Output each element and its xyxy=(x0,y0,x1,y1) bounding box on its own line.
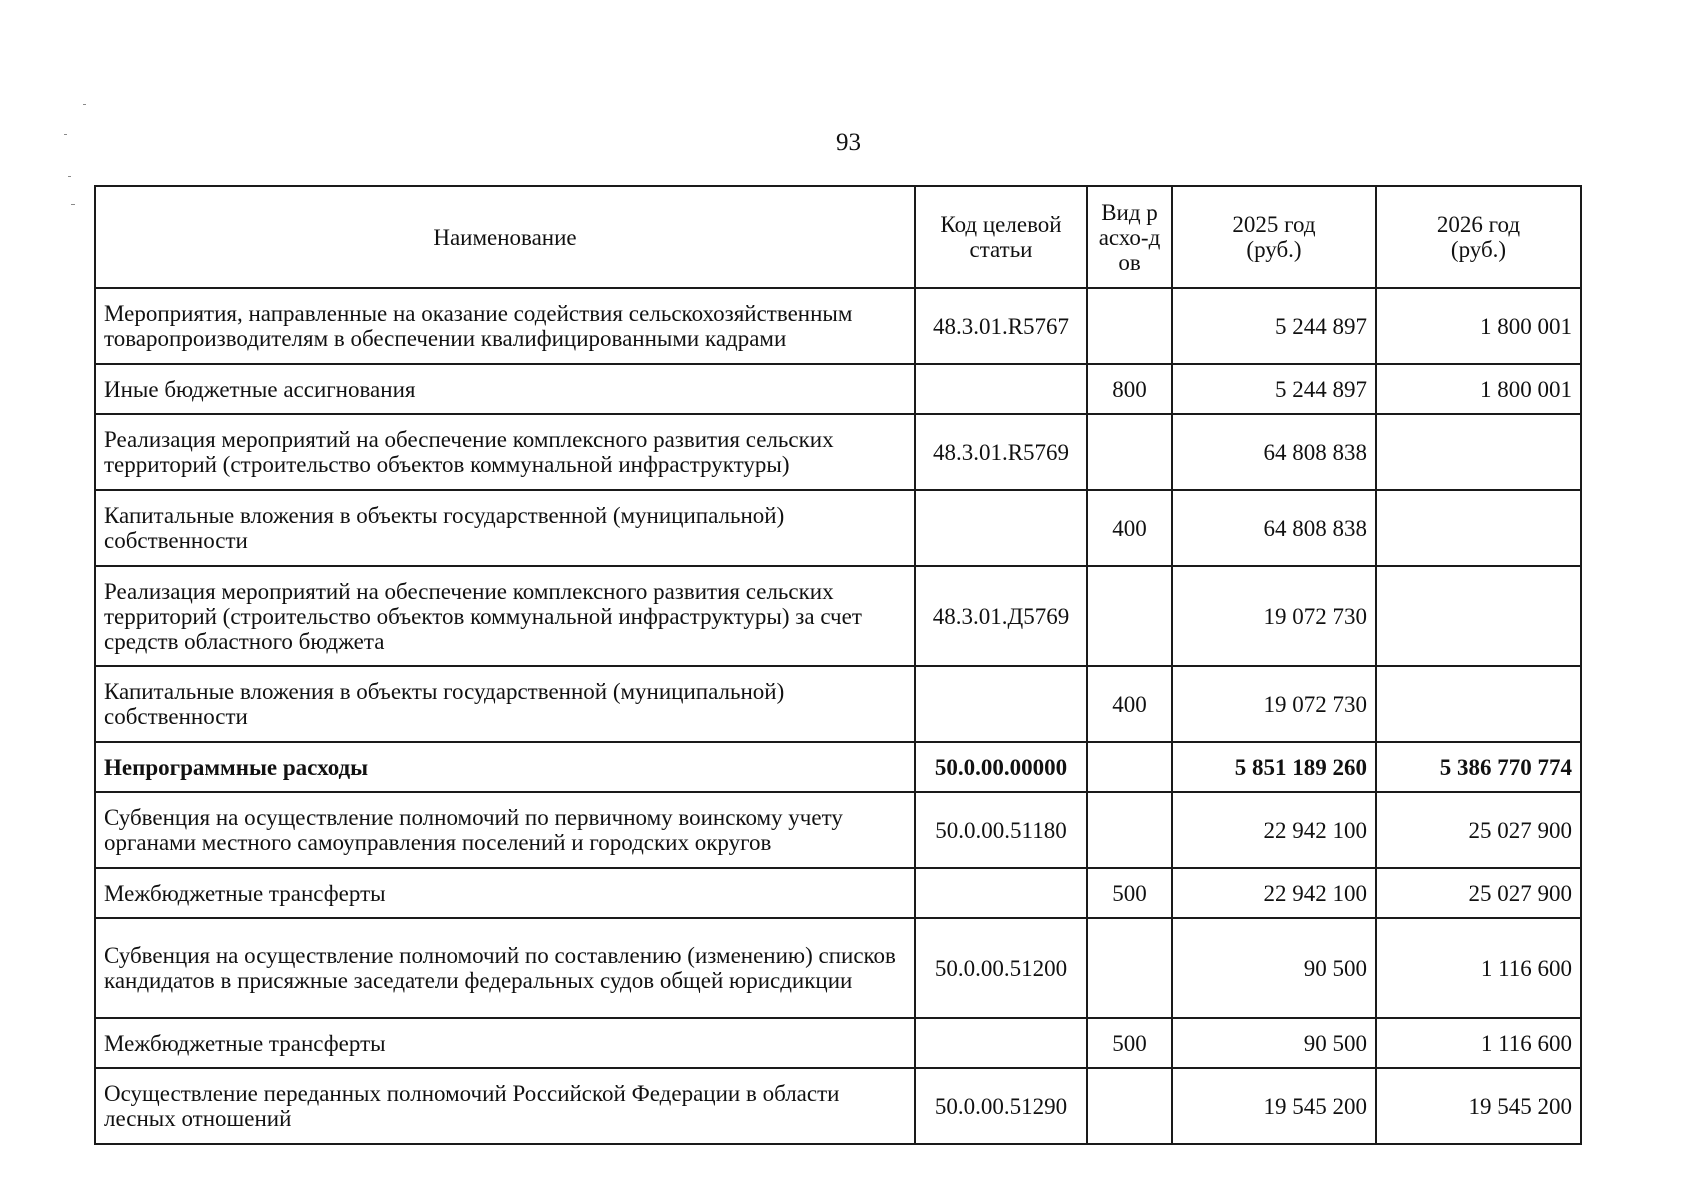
row-2025: 19 545 200 xyxy=(1172,1068,1376,1144)
row-code xyxy=(915,1018,1087,1068)
row-2025: 22 942 100 xyxy=(1172,868,1376,918)
table-row xyxy=(95,918,1581,1018)
table-row xyxy=(95,414,1581,490)
row-name: Иные бюджетные ассигнования xyxy=(95,364,915,414)
row-vid xyxy=(1087,288,1172,364)
row-2026 xyxy=(1376,566,1581,666)
table-row xyxy=(95,566,1581,666)
table-header-row xyxy=(95,186,1581,288)
row-vid xyxy=(1087,792,1172,868)
scan-mark xyxy=(71,204,75,205)
header-vid xyxy=(1087,186,1172,288)
table-row xyxy=(95,364,1581,414)
row-2026: 25 027 900 xyxy=(1376,868,1581,918)
row-code: 50.0.00.00000 xyxy=(915,742,1087,792)
header-2026-label: 2026 год (руб.) xyxy=(1436,212,1521,262)
header-code xyxy=(915,186,1087,288)
row-vid xyxy=(1087,1068,1172,1144)
row-2026: 1 800 001 xyxy=(1376,288,1581,364)
table-row xyxy=(95,1018,1581,1068)
row-2025: 19 072 730 xyxy=(1172,666,1376,742)
table-row xyxy=(95,288,1581,364)
row-2026: 1 800 001 xyxy=(1376,364,1581,414)
row-vid: 500 xyxy=(1087,1018,1172,1068)
row-vid: 400 xyxy=(1087,666,1172,742)
row-2026: 1 116 600 xyxy=(1376,918,1581,1018)
row-code: 50.0.00.51200 xyxy=(915,918,1087,1018)
header-2025 xyxy=(1172,186,1376,288)
row-name: Реализация мероприятий на обеспечение комплексного развития сельских территорий (строительство объектов коммунальной инфраструктуры) за счет средств областного бюджета xyxy=(95,566,915,666)
table-row xyxy=(95,666,1581,742)
row-name: Капитальные вложения в объекты государственной (муниципальной) собственности xyxy=(95,666,915,742)
row-2026 xyxy=(1376,490,1581,566)
table-row xyxy=(95,1068,1581,1144)
row-2026: 5 386 770 774 xyxy=(1376,742,1581,792)
row-2025: 90 500 xyxy=(1172,1018,1376,1068)
row-code: 50.0.00.51180 xyxy=(915,792,1087,868)
row-code: 48.3.01.Д5769 xyxy=(915,566,1087,666)
header-vid-label: Вид расхо-дов xyxy=(1098,199,1161,275)
header-name: Наименование xyxy=(95,186,915,288)
row-2025: 90 500 xyxy=(1172,918,1376,1018)
row-code xyxy=(915,868,1087,918)
row-name: Капитальные вложения в объекты государственной (муниципальной) собственности xyxy=(95,490,915,566)
row-vid: 500 xyxy=(1087,868,1172,918)
row-2026 xyxy=(1376,414,1581,490)
table-row xyxy=(95,490,1581,566)
row-name: Межбюджетные трансферты xyxy=(95,868,915,918)
row-2025: 64 808 838 xyxy=(1172,490,1376,566)
table-row xyxy=(95,792,1581,868)
header-code-label: Код целевой статьи xyxy=(940,212,1062,262)
row-name: Межбюджетные трансферты xyxy=(95,1018,915,1068)
row-name: Реализация мероприятий на обеспечение комплексного развития сельских территорий (строительство объектов коммунальной инфраструктуры) xyxy=(95,414,915,490)
row-2026: 19 545 200 xyxy=(1376,1068,1581,1144)
row-vid xyxy=(1087,566,1172,666)
row-vid xyxy=(1087,918,1172,1018)
header-2025-label: 2025 год (руб.) xyxy=(1232,212,1316,262)
row-vid xyxy=(1087,742,1172,792)
row-vid xyxy=(1087,414,1172,490)
row-2026: 1 116 600 xyxy=(1376,1018,1581,1068)
row-2025: 5 244 897 xyxy=(1172,364,1376,414)
row-2025: 5 244 897 xyxy=(1172,288,1376,364)
row-2026 xyxy=(1376,666,1581,742)
page-number: 93 xyxy=(836,129,861,156)
header-2026 xyxy=(1376,186,1581,288)
row-2025: 5 851 189 260 xyxy=(1172,742,1376,792)
row-name: Осуществление переданных полномочий Российской Федерации в области лесных отношений xyxy=(95,1068,915,1144)
row-name: Мероприятия, направленные на оказание содействия сельскохозяйственным товаропроизводителям в обеспечении квалифицированными кадрами xyxy=(95,288,915,364)
row-2025: 64 808 838 xyxy=(1172,414,1376,490)
row-code xyxy=(915,364,1087,414)
row-2026: 25 027 900 xyxy=(1376,792,1581,868)
row-name: Непрограммные расходы xyxy=(95,742,915,792)
row-name: Субвенция на осуществление полномочий по составлению (изменению) списков кандидатов в присяжные заседатели федеральных судов общей юрисдикции xyxy=(95,918,915,1018)
table-row xyxy=(95,742,1581,792)
row-code: 48.3.01.R5769 xyxy=(915,414,1087,490)
scan-mark xyxy=(68,176,71,177)
row-code: 48.3.01.R5767 xyxy=(915,288,1087,364)
row-name: Субвенция на осуществление полномочий по первичному воинскому учету органами местного самоуправления поселений и городских округов xyxy=(95,792,915,868)
row-code xyxy=(915,490,1087,566)
row-vid: 400 xyxy=(1087,490,1172,566)
table-row xyxy=(95,868,1581,918)
row-code xyxy=(915,666,1087,742)
row-2025: 19 072 730 xyxy=(1172,566,1376,666)
scan-mark xyxy=(83,104,86,105)
row-2025: 22 942 100 xyxy=(1172,792,1376,868)
row-code: 50.0.00.51290 xyxy=(915,1068,1087,1144)
budget-table xyxy=(94,185,1582,1145)
row-vid: 800 xyxy=(1087,364,1172,414)
